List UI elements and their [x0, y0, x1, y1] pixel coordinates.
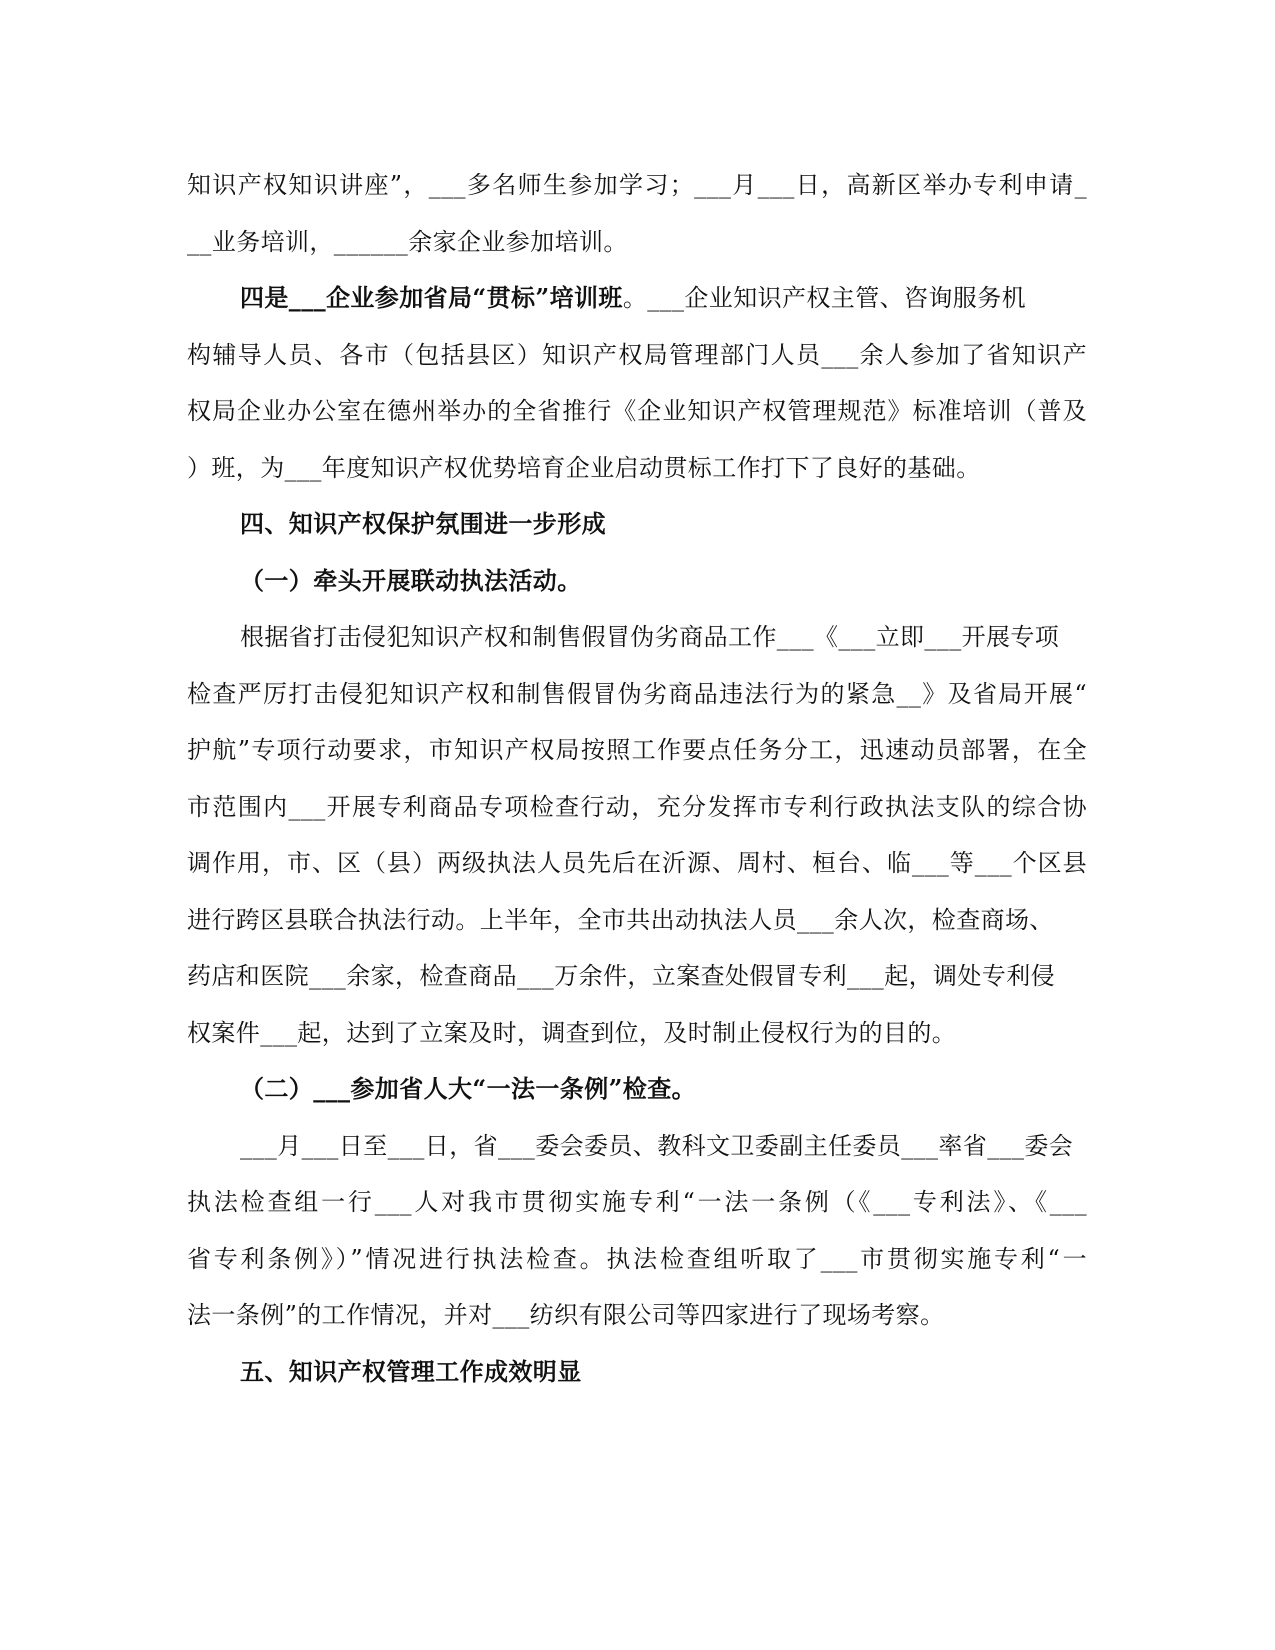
paragraph-line-16: 执法检查组一行___人对我市贯彻实施专利“一法一条例（《___专利法》、《___ — [187, 1188, 1087, 1216]
paragraph-line-13: 药店和医院___余家，检查商品___万余件，立案查处假冒专利___起，调处专利侵 — [187, 962, 1055, 990]
paragraph-line-17: 省专利条例》）”情况进行执法检查。执法检查组听取了___市贯彻实施专利“一 — [187, 1245, 1087, 1273]
paragraph-point-four — [240, 283, 1090, 313]
point-four-heading: 四是___企业参加省局“贯标”培训班 — [240, 283, 623, 312]
point-four-text: 。___企业知识产权主管、咨询服务机 — [622, 284, 1027, 312]
paragraph-line-18: 法一条例”的工作情况，并对___纺织有限公司等四家进行了现场考察。 — [187, 1301, 945, 1329]
paragraph-line-14: 权案件___起，达到了立案及时，调查到位，及时制止侵权行为的目的。 — [187, 1019, 957, 1047]
paragraph-line-15: ___月___日至___日，省___委会委员、教科文卫委副主任委员___率省___委会 — [240, 1132, 1074, 1160]
section-heading-four: 四、知识产权保护氛围进一步形成 — [240, 509, 606, 538]
paragraph-line-11: 调作用，市、区（县）两级执法人员先后在沂源、周村、桓台、临___等___个区县 — [187, 849, 1087, 877]
paragraph-line-6: ）班，为___年度知识产权优势培育企业启动贯标工作打下了良好的基础。 — [187, 454, 981, 482]
paragraph-line-2: __业务培训，______余家企业参加培训。 — [187, 228, 628, 256]
paragraph-line-10: 市范围内___开展专利商品专项检查行动，充分发挥市专利行政执法支队的综合协 — [187, 793, 1087, 821]
paragraph-line-12: 进行跨区县联合执法行动。上半年，全市共出动执法人员___余人次，检查商场、 — [187, 906, 1054, 934]
subsection-heading-two: （二）___参加省人大“一法一条例”检查。 — [240, 1074, 697, 1103]
paragraph-line-9: 护航”专项行动要求，市知识产权局按照工作要点任务分工，迅速动员部署，在全 — [187, 736, 1087, 764]
paragraph-line-1: 知识产权知识讲座”，___多名师生参加学习；___月___日，高新区举办专利申请_ — [187, 171, 1087, 199]
section-heading-five: 五、知识产权管理工作成效明显 — [240, 1357, 582, 1386]
paragraph-line-4: 构辅导人员、各市（包括县区）知识产权局管理部门人员___余人参加了省知识产 — [187, 341, 1087, 369]
subsection-heading-one: （一）牵头开展联动执法活动。 — [240, 566, 582, 595]
paragraph-line-8: 检查严厉打击侵犯知识产权和制售假冒伪劣商品违法行为的紧急__》及省局开展“ — [187, 680, 1087, 708]
paragraph-line-5: 权局企业办公室在德州举办的全省推行《企业知识产权管理规范》标准培训（普及 — [187, 397, 1087, 425]
paragraph-line-7: 根据省打击侵犯知识产权和制售假冒伪劣商品工作___《___立即___开展专项 — [240, 623, 1060, 651]
